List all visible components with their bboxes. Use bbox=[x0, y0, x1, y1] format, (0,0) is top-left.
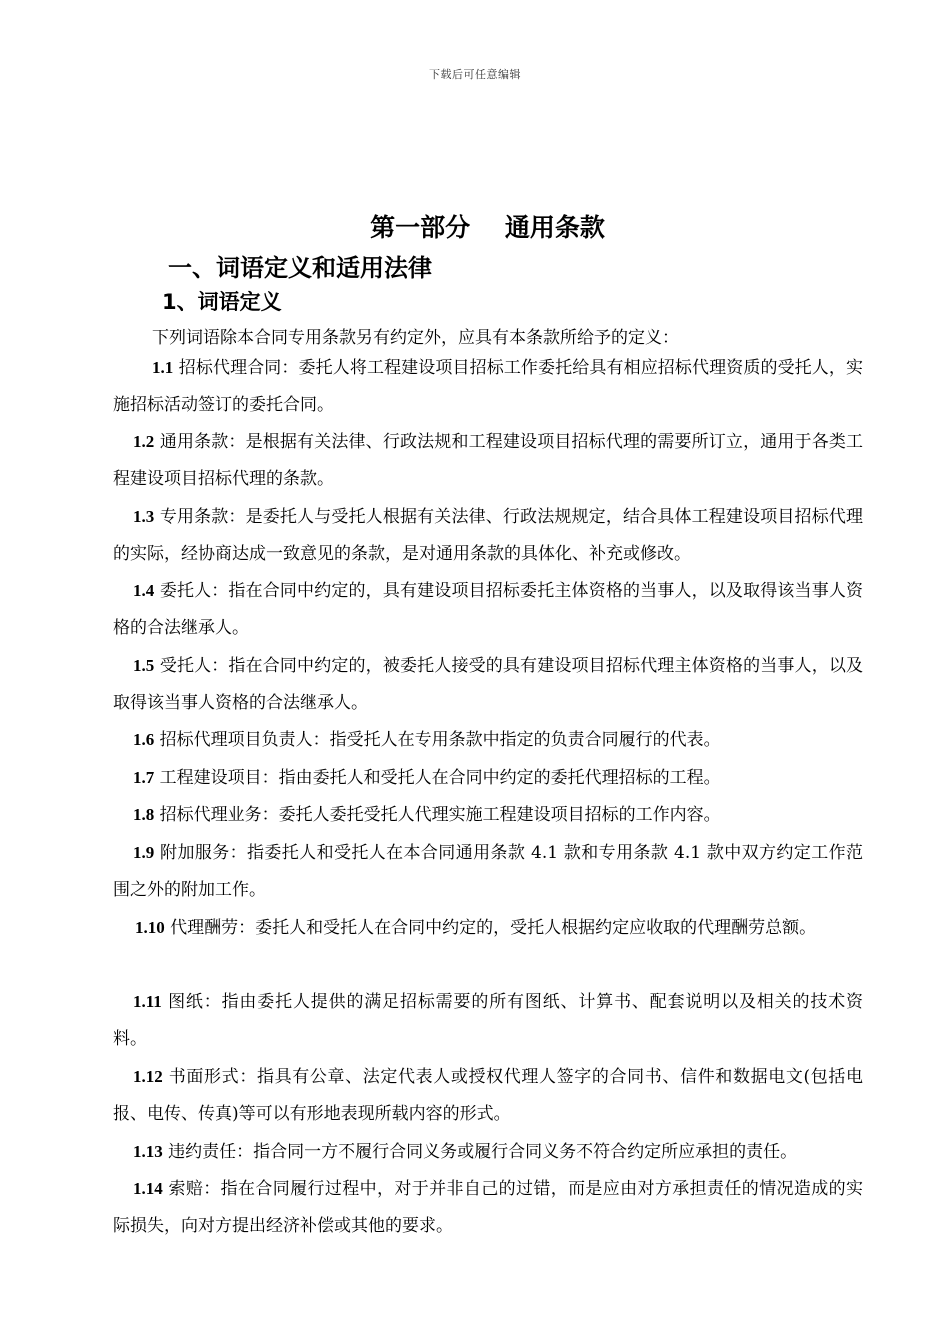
clause-1-5 bbox=[113, 647, 863, 722]
clause-number: 1.13 bbox=[133, 1142, 163, 1161]
clause-1-8 bbox=[113, 796, 863, 834]
intro-paragraph: 下列词语除本合同专用条款另有约定外，应具有本条款所给予的定义： bbox=[152, 328, 679, 348]
clause-number: 1.14 bbox=[133, 1179, 163, 1198]
clause-text: 受托人：指在合同中约定的，被委托人接受的具有建设项目招标代理主体资格的当事人，以及取得该当事人资格的合法继承人。 bbox=[113, 656, 863, 713]
clause-text: 图纸：指由委托人提供的满足招标需要的所有图纸、计算书、配套说明以及相关的技术资料。 bbox=[113, 992, 864, 1049]
clause-number: 1.9 bbox=[133, 843, 155, 862]
clause-number: 1.7 bbox=[133, 768, 155, 787]
clause-text: 代理酬劳：委托人和受托人在合同中约定的，受托人根据约定应收取的代理酬劳总额。 bbox=[170, 918, 817, 938]
clause-number: 1.4 bbox=[133, 581, 155, 600]
clause-text: 委托人：指在合同中约定的，具有建设项目招标委托主体资格的当事人，以及取得该当事人资格的合法继承人。 bbox=[113, 581, 863, 638]
clause-1-12 bbox=[113, 1058, 863, 1133]
clause-text: 招标代理业务：委托人委托受托人代理实施工程建设项目招标的工作内容。 bbox=[159, 805, 721, 825]
clause-1-11 bbox=[113, 983, 863, 1058]
clause-number: 1.8 bbox=[133, 805, 155, 824]
part-title: 第一部分 通用条款 bbox=[370, 213, 605, 242]
clause-text: 招标代理合同：委托人将工程建设项目招标工作委托给具有相应招标代理资质的受托人，实施招标活动签订的委托合同。 bbox=[113, 358, 863, 415]
clause-1-3 bbox=[113, 498, 863, 573]
clause-1-2 bbox=[113, 423, 863, 498]
clause-1-9 bbox=[113, 834, 863, 909]
clause-number: 1.6 bbox=[133, 730, 155, 749]
clause-text: 书面形式：指具有公章、法定代表人或授权代理人签字的合同书、信件和数据电文(包括电报、电传、传真)等可以有形地表现所载内容的形式。 bbox=[113, 1067, 864, 1124]
clause-1-14 bbox=[113, 1170, 863, 1245]
clause-1-1 bbox=[113, 349, 863, 424]
clause-text: 附加服务：指委托人和受托人在本合同通用条款 4.1 款和专用条款 4.1 款中双方约定工作范围之外的附加工作。 bbox=[113, 843, 863, 900]
page-header-note: 下载后可任意编辑 bbox=[429, 68, 521, 81]
clause-1-7 bbox=[113, 759, 863, 797]
clause-text: 招标代理项目负责人：指受托人在专用条款中指定的负责合同履行的代表。 bbox=[159, 730, 721, 750]
subsection-heading: 1、词语定义 bbox=[162, 290, 282, 314]
clause-text: 工程建设项目：指由委托人和受托人在合同中约定的委托代理招标的工程。 bbox=[159, 768, 721, 788]
clause-text: 通用条款：是根据有关法律、行政法规和工程建设项目招标代理的需要所订立，通用于各类工程建设项目招标代理的条款。 bbox=[113, 432, 863, 489]
clause-number: 1.2 bbox=[133, 432, 155, 451]
clause-number: 1.12 bbox=[133, 1067, 163, 1086]
clause-1-10 bbox=[113, 909, 863, 947]
clause-1-13 bbox=[113, 1133, 863, 1171]
clause-number: 1.5 bbox=[133, 656, 155, 675]
clause-text: 违约责任：指合同一方不履行合同义务或履行合同义务不符合约定所应承担的责任。 bbox=[168, 1142, 798, 1162]
clause-text: 专用条款：是委托人与受托人根据有关法律、行政法规规定，结合具体工程建设项目招标代理的实际，经协商达成一致意见的条款，是对通用条款的具体化、补充或修改。 bbox=[113, 507, 863, 564]
clause-1-4 bbox=[113, 572, 863, 647]
section-heading: 一、词语定义和适用法律 bbox=[168, 254, 432, 282]
clause-text: 索赔：指在合同履行过程中，对于并非自己的过错，而是应由对方承担责任的情况造成的实际损失，向对方提出经济补偿或其他的要求。 bbox=[113, 1179, 864, 1236]
clause-1-6 bbox=[113, 721, 863, 759]
clause-number: 1.11 bbox=[133, 992, 162, 1011]
clause-number: 1.3 bbox=[133, 507, 155, 526]
clause-number: 1.10 bbox=[135, 918, 165, 937]
clause-number: 1.1 bbox=[152, 358, 174, 377]
